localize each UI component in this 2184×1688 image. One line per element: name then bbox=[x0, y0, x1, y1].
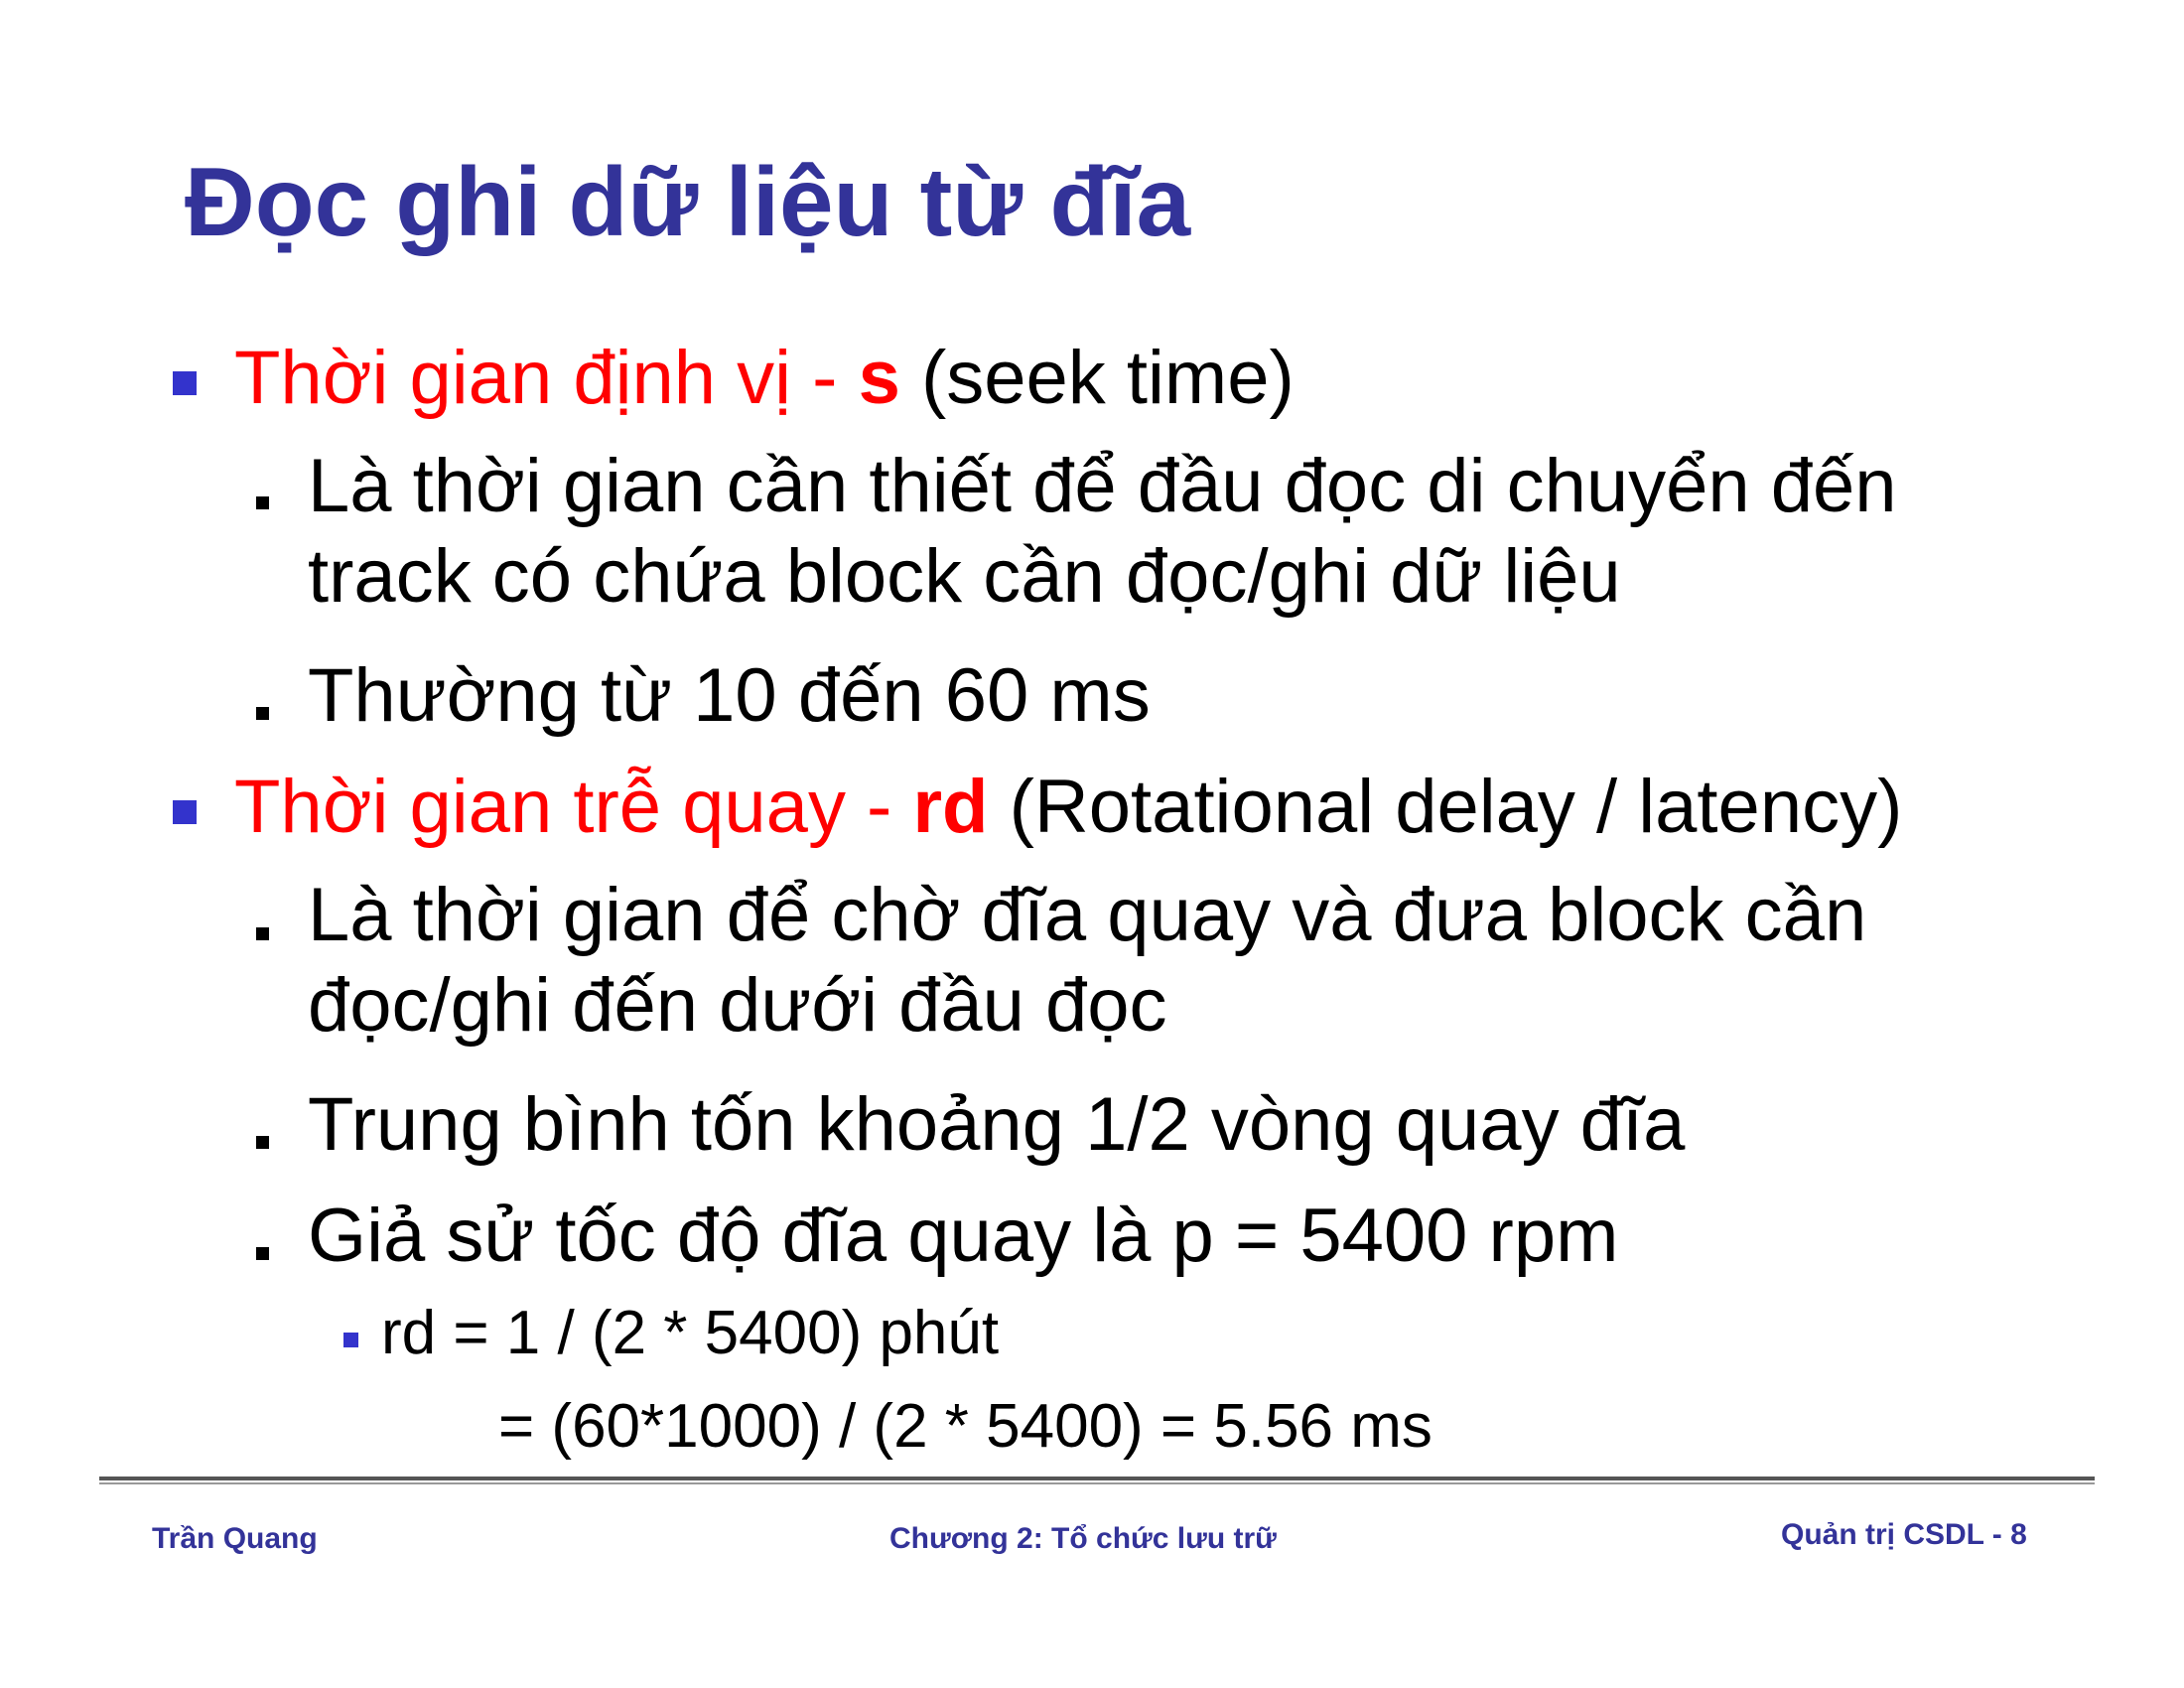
footer-chapter: Chương 2: Tổ chức lưu trữ bbox=[889, 1522, 1277, 1555]
rd-formula-1: rd = 1 / (2 * 5400) phút bbox=[381, 1299, 1000, 1367]
footer-divider bbox=[99, 1477, 2095, 1480]
rotational-delay-average: Trung bình tốn khoảng 1/2 vòng quay đĩa bbox=[308, 1082, 1686, 1167]
rd-formula-2: = (60*1000) / (2 * 5400) = 5.56 ms bbox=[498, 1392, 1433, 1461]
bullet-square-icon bbox=[173, 371, 197, 395]
slide-title: Đọc ghi dữ liệu từ đĩa bbox=[185, 147, 1191, 256]
bullet-rotational-delay bbox=[234, 763, 1902, 852]
rotation-speed-assumption: Giả sử tốc độ đĩa quay là p = 5400 rpm bbox=[308, 1194, 1619, 1278]
bullet-small-square-icon bbox=[256, 707, 269, 720]
rotational-delay-symbol: rd bbox=[912, 765, 989, 849]
seek-time-label: Thời gian định vị - bbox=[234, 336, 859, 420]
seek-time-definition-1: Là thời gian cần thiết để đầu đọc di chuyển đến bbox=[308, 444, 1897, 528]
seek-time-desc: (seek time) bbox=[899, 336, 1295, 420]
footer-page: Quản trị CSDL - 8 bbox=[1781, 1518, 2027, 1551]
rotational-delay-definition-2: đọc/ghi đến dưới đầu đọc bbox=[308, 963, 1167, 1048]
bullet-small-square-icon bbox=[256, 496, 269, 509]
bullet-tiny-square-icon bbox=[343, 1333, 358, 1347]
rotational-delay-desc: (Rotational delay / latency) bbox=[988, 765, 1903, 849]
bullet-square-icon bbox=[173, 800, 197, 824]
rotational-delay-definition-1: Là thời gian để chờ đĩa quay và đưa block cần bbox=[308, 873, 1867, 957]
bullet-seek-time bbox=[234, 334, 1295, 423]
seek-time-symbol: s bbox=[858, 336, 900, 420]
footer-author: Trần Quang bbox=[152, 1522, 318, 1555]
footer-divider-shadow bbox=[99, 1482, 2095, 1484]
seek-time-definition-2: track có chứa block cần đọc/ghi dữ liệu bbox=[308, 534, 1621, 619]
bullet-small-square-icon bbox=[256, 1136, 269, 1149]
bullet-small-square-icon bbox=[256, 927, 269, 940]
bullet-small-square-icon bbox=[256, 1247, 269, 1260]
seek-time-range: Thường từ 10 đến 60 ms bbox=[308, 653, 1151, 738]
rotational-delay-label: Thời gian trễ quay - bbox=[234, 765, 913, 849]
